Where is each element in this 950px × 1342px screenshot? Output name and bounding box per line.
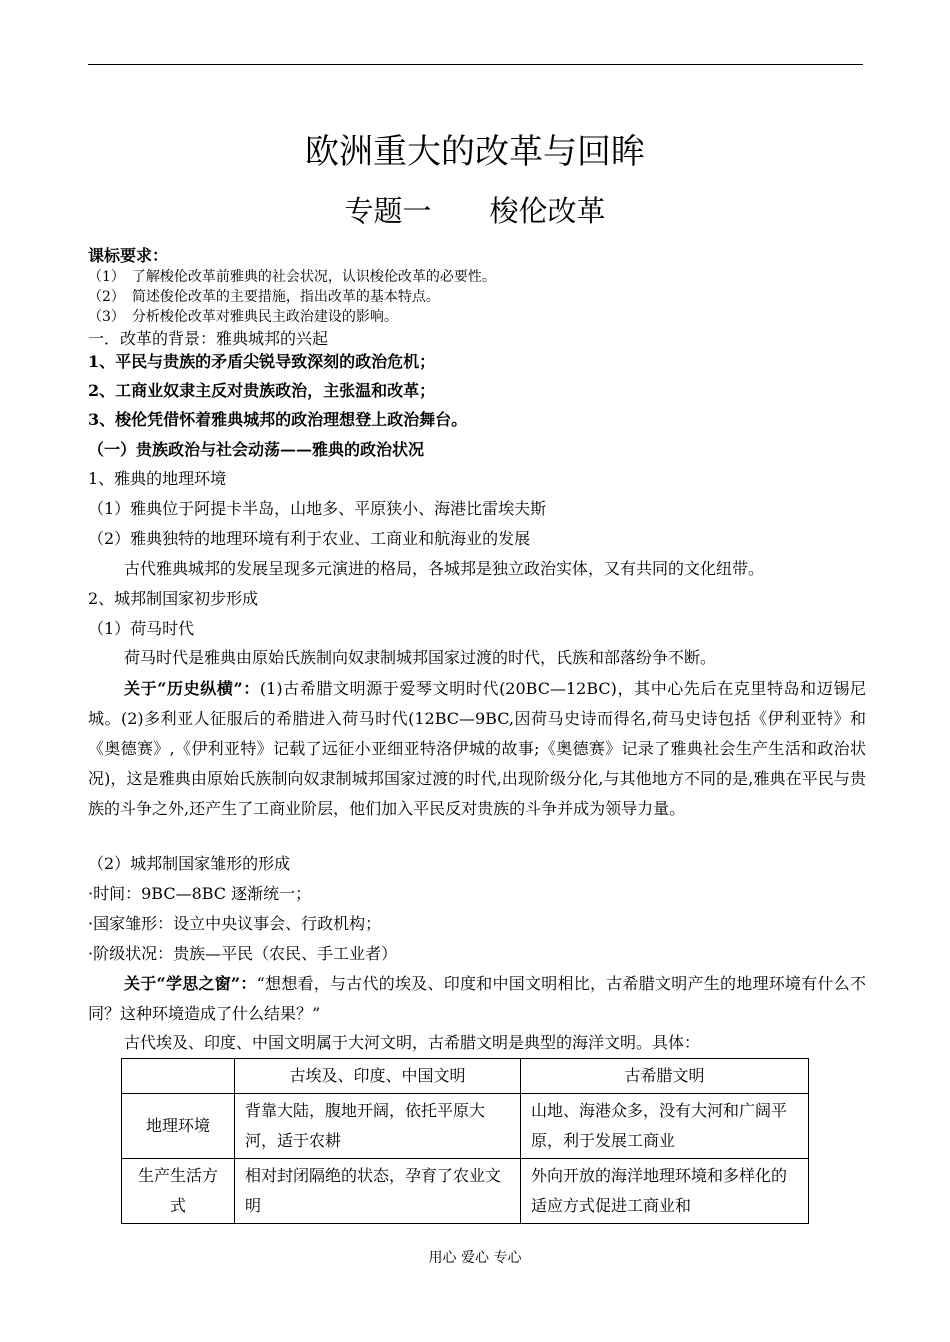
page-subtitle: 专题一 梭伦改革	[344, 194, 606, 228]
homer-paragraph: 荷马时代是雅典由原始氏族制向奴隶制城邦国家过渡的时代，氏族和部落纷争不断。	[124, 648, 717, 667]
subsection-heading: （一）贵族政治与社会动荡——雅典的政治状况	[88, 440, 425, 459]
embryo-bullet: ·阶级状况：贵族—平民（农民、手工业者）	[88, 944, 398, 963]
geo-point: （2）雅典独特的地理环境有利于农业、工商业和航海业的发展	[88, 529, 531, 548]
history-paragraph	[88, 674, 866, 824]
city-state-title: 2、城邦制国家初步形成	[88, 589, 259, 608]
standards-item: （3） 分析梭伦改革对雅典民主政治建设的影响。	[88, 309, 398, 325]
table-cell: 相对封闭隔绝的状态，孕育了农业文明	[235, 1159, 521, 1224]
compare-intro: 古代埃及、印度、中国文明属于大河文明，古希腊文明是典型的海洋文明。具体：	[124, 1033, 701, 1052]
table-row	[122, 1094, 809, 1159]
embryo-bullet: ·时间：9BC—8BC 逐渐统一；	[88, 884, 312, 903]
embryo-title: （2）城邦制国家雏形的形成	[88, 854, 291, 873]
think-text: “想想看，与古代的埃及、印度和中国文明相比，古希腊文明产生的地理环境有什么不同？这种环境造成了什么结果？”	[88, 974, 866, 1023]
standards-item: （1） 了解梭伦改革前雅典的社会状况，认识梭伦改革的必要性。	[88, 269, 496, 285]
header-rule	[88, 64, 863, 65]
page-footer: 用心 爱心 专心	[428, 1250, 522, 1266]
table-cell: 外向开放的海洋地理环境和多样化的适应方式促进工商业和	[521, 1159, 809, 1224]
think-paragraph	[88, 969, 866, 1029]
standards-heading: 课标要求：	[88, 246, 169, 265]
table-row-label: 生产生活方式	[122, 1159, 235, 1224]
table-header-cell: 古埃及、印度、中国文明	[235, 1059, 521, 1094]
embryo-bullet: ·国家雏形：设立中央议事会、行政机构；	[88, 914, 382, 933]
geo-title: 1、雅典的地理环境	[88, 469, 227, 488]
table-row	[122, 1159, 809, 1224]
homer-title: （1）荷马时代	[88, 619, 195, 638]
standards-item: （2） 简述俊伦改革的主要措施，指出改革的基本特点。	[88, 289, 440, 305]
page-title: 欧洲重大的改革与回眸	[305, 132, 645, 172]
background-point: 1、平民与贵族的矛盾尖锐导致深刻的政治危机；	[88, 352, 436, 371]
table-cell: 山地、海港众多，没有大河和广阔平原，利于发展工商业	[521, 1094, 809, 1159]
background-point: 3、梭伦凭借怀着雅典城邦的政治理想登上政治舞台。	[88, 410, 468, 429]
background-point: 2、工商业奴隶主反对贵族政治，主张温和改革；	[88, 381, 436, 400]
geo-paragraph: 古代雅典城邦的发展呈现多元演进的格局，各城邦是独立政治实体，又有共同的文化纽带。	[124, 559, 765, 578]
table-header-cell	[122, 1059, 235, 1094]
table-header-row	[122, 1059, 809, 1094]
section-heading: 一．改革的背景：雅典城邦的兴起	[88, 329, 329, 348]
history-label: 关于“历史纵横”：	[124, 679, 260, 698]
table-cell: 背靠大陆，腹地开阔，依托平原大河，适于农耕	[235, 1094, 521, 1159]
table-header-cell: 古希腊文明	[521, 1059, 809, 1094]
geo-point: （1）雅典位于阿提卡半岛，山地多、平原狭小、海港比雷埃夫斯	[88, 499, 547, 518]
comparison-table	[121, 1058, 809, 1224]
think-label: 关于“学思之窗”：	[124, 974, 257, 993]
history-text: (1)古希腊文明源于爱琴文明时代(20BC—12BC)，其中心先后在克里特岛和迈锡尼城。(2)多利亚人征服后的希腊进入荷马时代(12BC—9BC,因荷马史诗而得名,荷马史诗包括《伊利亚特》和《奥德赛》,《伊利亚特》记载了远征小亚细亚特洛伊城的故事;《奥德赛》记录了雅典社会生产生活和政治状况)，这是雅典由原始氏族制向奴隶制城邦国家过渡的时代,出现阶级分化,与其他地方不同的是,雅典在平民与贵族的斗争之外,还产生了工商业阶层，他们加入平民反对贵族的斗争并成为领导力量。	[88, 679, 866, 818]
table-row-label: 地理环境	[122, 1094, 235, 1159]
